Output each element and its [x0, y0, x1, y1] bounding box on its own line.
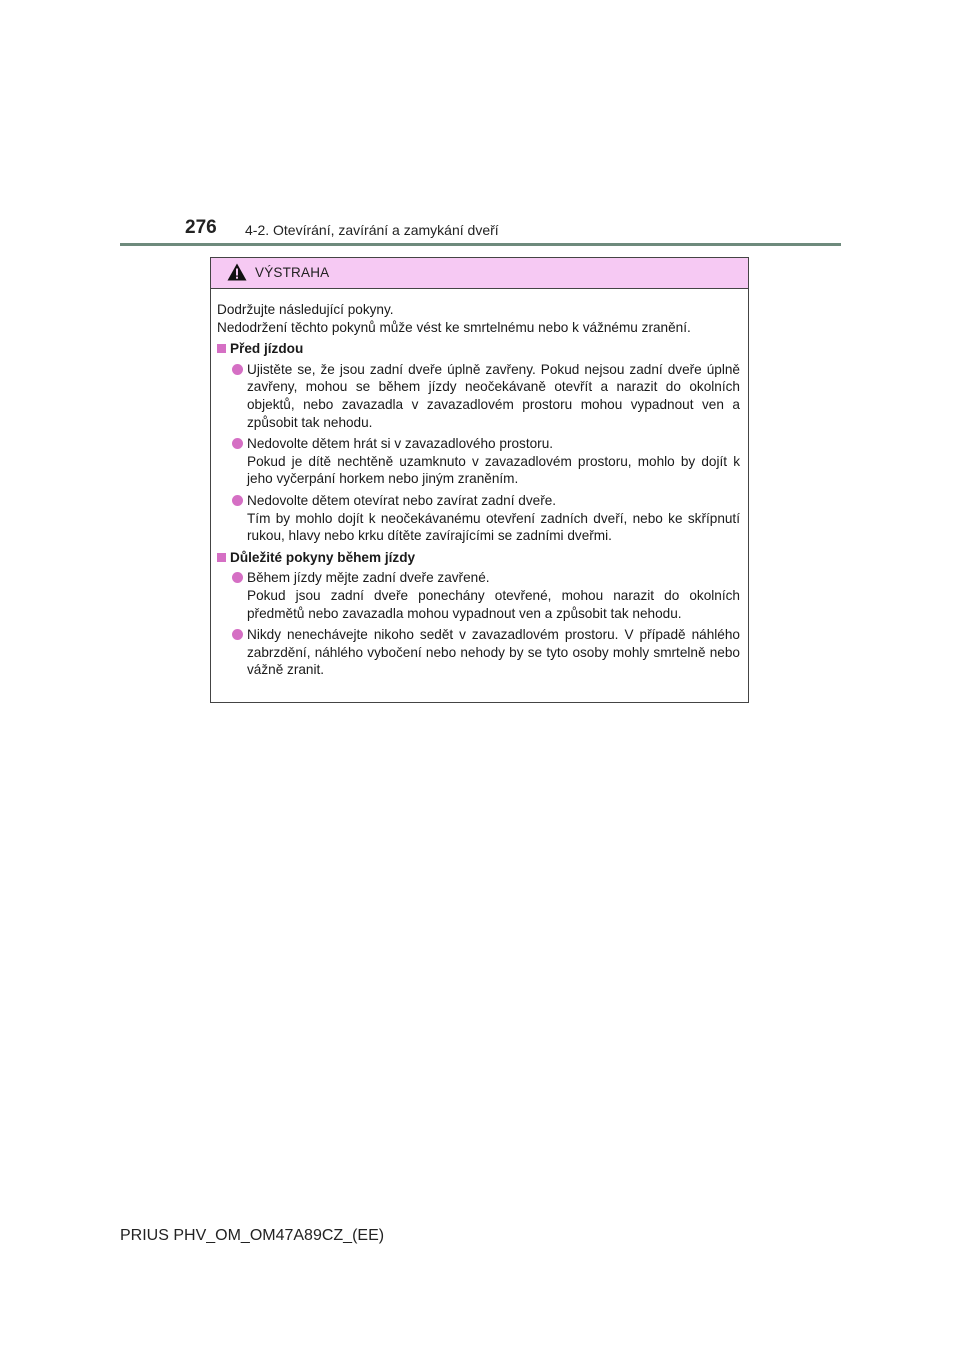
group-title-before-driving	[217, 340, 740, 358]
page-header	[0, 0, 960, 250]
warning-body	[211, 289, 748, 679]
item-detail-text: Pokud jsou zadní dveře ponechány otevřené, mohou narazit do okolních předmětů nebo zavazadla mohou vypadnout ven a způsobit tak nehodu.	[247, 587, 740, 621]
dot-bullet-icon	[232, 364, 243, 375]
intro-line: Nedodržení těchto pokynů může vést ke smrtelnému nebo k vážnému zranění.	[217, 319, 691, 335]
group-title-text: Před jízdou	[230, 341, 304, 357]
document-code: PRIUS PHV_OM_OM47A89CZ_(EE)	[120, 1227, 385, 1244]
dot-bullet-icon	[232, 495, 243, 506]
dot-bullet-icon	[232, 572, 243, 583]
list-item	[217, 435, 740, 488]
section-title: 4-2. Otevírání, zavírání a zamykání dveří	[245, 222, 499, 238]
page-number: 276	[185, 217, 217, 238]
item-text: Nedovolte dětem hrát si v zavazadlového prostoru.	[247, 436, 554, 452]
list-item	[217, 569, 740, 622]
item-text: Nedovolte dětem otevírat nebo zavírat zadní dveře.	[247, 492, 557, 508]
warning-header	[211, 258, 748, 289]
header-divider	[120, 243, 841, 246]
item-text: Ujistěte se, že jsou zadní dveře úplně zavřeny. Pokud nejsou zadní dveře úplně zavřeny, mohou se během jízdy neočekávaně otevřít a narazit do okolních objektů, nebo zavazadla v zavazadlovém prostoru mohou vypadnout ven a způsobit tak nehodu.	[247, 361, 740, 430]
warning-title: VÝSTRAHA	[255, 265, 330, 280]
square-bullet-icon	[217, 344, 226, 353]
item-detail-text: Tím by mohlo dojít k neočekávanému otevření zadních dveří, nebo ke skřípnutí rukou, hlavy nebo krku dítěte zavírajícími se zadními dveřmi.	[247, 510, 740, 544]
list-item	[217, 492, 740, 545]
list-item	[217, 626, 740, 679]
item-text: Během jízdy mějte zadní dveře zavřené.	[247, 570, 490, 586]
warning-box	[210, 257, 749, 703]
item-text: Nikdy nenechávejte nikoho sedět v zavazadlovém prostoru. V případě náhlého zabrzdění, náhlého vybočení nebo nehody by se tyto osoby mohly smrtelně nebo vážně zranit.	[247, 627, 740, 678]
group-title-text: Důležité pokyny během jízdy	[230, 549, 416, 565]
dot-bullet-icon	[232, 629, 243, 640]
warning-intro	[217, 301, 740, 336]
item-detail-text: Pokud je dítě nechtěně uzamknuto v zavazadlovém prostoru, mohlo by dojít k jeho vyčerpání horkem nebo jiným zraněním.	[247, 453, 740, 487]
group-title-while-driving	[217, 549, 740, 567]
intro-line: Dodržujte následující pokyny.	[217, 302, 394, 317]
list-item	[217, 361, 740, 431]
warning-triangle-icon	[227, 263, 247, 281]
square-bullet-icon	[217, 553, 226, 562]
dot-bullet-icon	[232, 438, 243, 449]
